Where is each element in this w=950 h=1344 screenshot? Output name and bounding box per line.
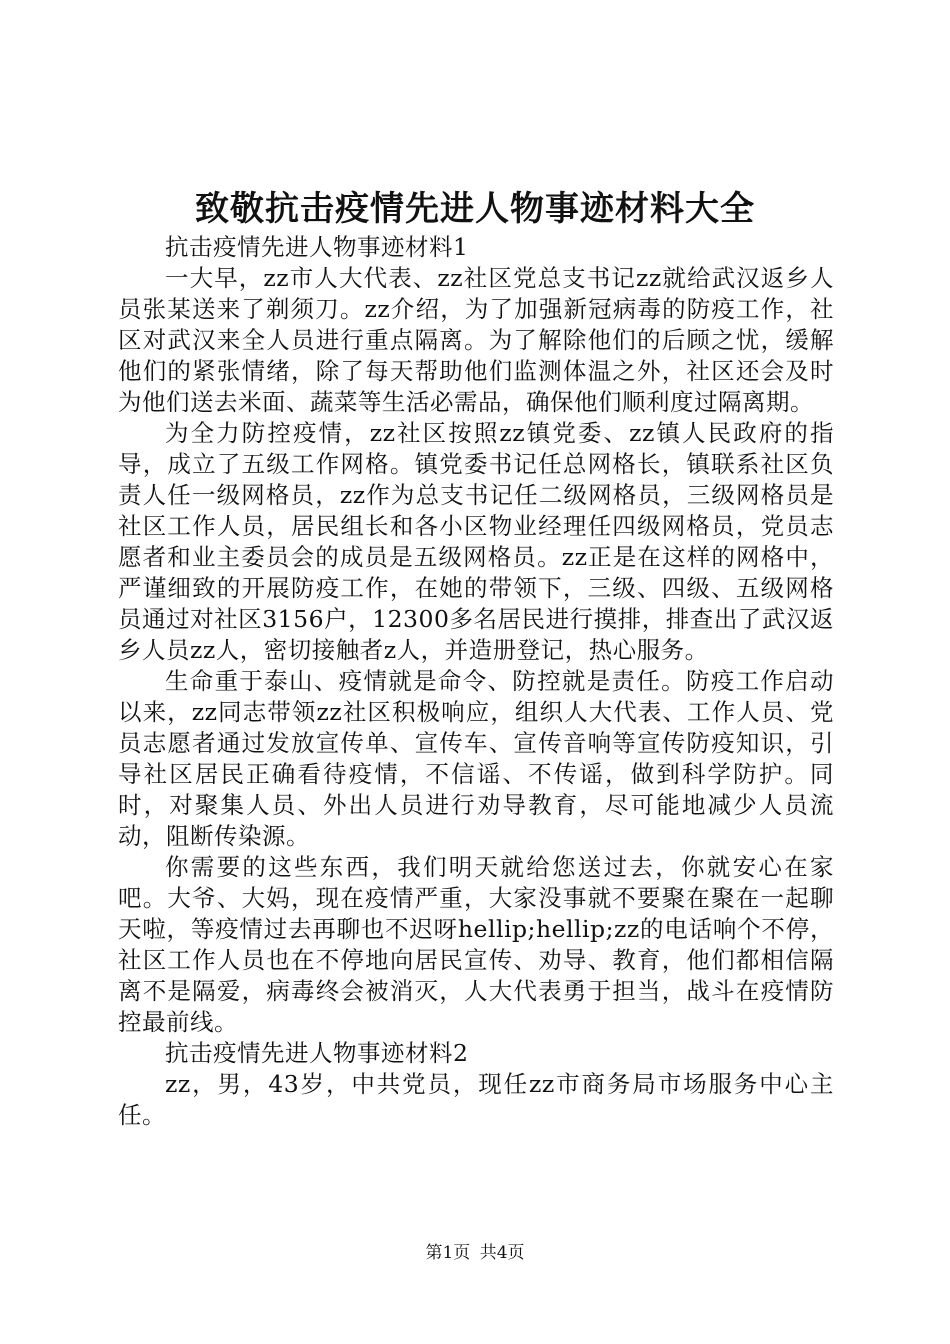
paragraph: 你需要的这些东西，我们明天就给您送过去，你就安心在家吧。大爷、大妈，现在疫情严重，大家没事就不要聚在聚在一起聊天啦，等疫情过去再聊也不迟呀hellip;hellip;zz的电话响个不停，社区工作人员也在不停地向居民宣传、劝导、教育，他们都相信隔离不是隔爱，病毒终会被消灭，人大代表勇于担当，战斗在疫情防控最前线。 <box>118 853 834 1036</box>
paragraph: 生命重于泰山、疫情就是命令、防控就是责任。防疫工作启动以来，zz同志带领zz社区积极响应，组织人大代表、工作人员、党员志愿者通过发放宣传单、宣传车、宣传音响等宣传防疫知识，引导社区居民正确看待疫情，不信谣、不传谣，做到科学防护。同时，对聚集人员、外出人员进行劝导教育，尽可能地减少人员流动，阻断传染源。 <box>118 667 834 850</box>
page-footer <box>0 1241 950 1265</box>
paragraph: 一大早，zz市人大代表、zz社区党总支书记zz就给武汉返乡人员张某送来了剃须刀。zz介绍，为了加强新冠病毒的防疫工作，社区对武汉来全人员进行重点隔离。为了解除他们的后顾之忧，缓解他们的紧张情绪，除了每天帮助他们监测体温之外，社区还会及时为他们送去米面、蔬菜等生活必需品，确保他们顺利度过隔离期。 <box>118 264 834 416</box>
page-total: 共4页 <box>479 1243 525 1263</box>
paragraph: 为全力防控疫情，zz社区按照zz镇党委、zz镇人民政府的指导，成立了五级工作网格。镇党委书记任总网格长，镇联系社区负责人任一级网格员，zz作为总支书记任二级网格员，三级网格员是社区工作人员，居民组长和各小区物业经理任四级网格员，党员志愿者和业主委员会的成员是五级网格员。zz正是在这样的网格中，严谨细致的开展防疫工作，在她的带领下，三级、四级、五级网格员通过对社区3156户，12300多名居民进行摸排，排查出了武汉返乡人员zz人，密切接触者z人，并造册登记，热心服务。 <box>118 419 834 664</box>
page-number: 第1页 <box>425 1243 471 1263</box>
paragraph: zz，男，43岁，中共党员，现任zz市商务局市场服务中心主任。 <box>118 1070 834 1129</box>
document-title: 致敬抗击疫情先进人物事迹材料大全 <box>195 189 755 229</box>
section-heading: 抗击疫情先进人物事迹材料2 <box>165 1039 469 1067</box>
document-body <box>118 232 834 1131</box>
section-heading: 抗击疫情先进人物事迹材料1 <box>165 233 469 261</box>
